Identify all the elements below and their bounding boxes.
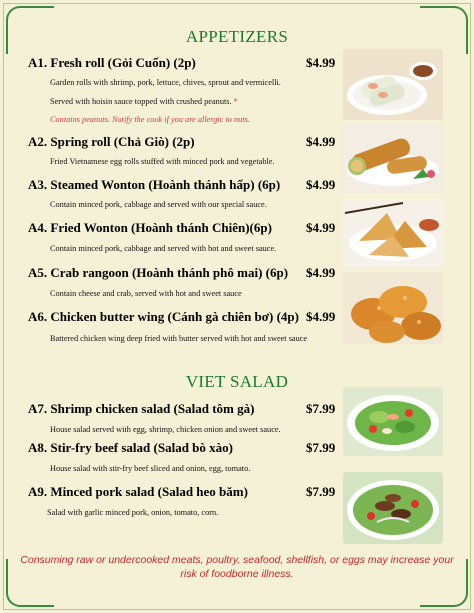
menu-item-name: A8. Stir-fry beef salad (Salad bò xào) (28, 440, 233, 455)
menu-item-price: $7.99 (306, 440, 336, 455)
asterisk-mark: * (233, 97, 238, 106)
menu-item-name: A1. Fresh roll (Gỏi Cuốn) (2p) (28, 55, 196, 70)
menu-item-name: A5. Crab rangoon (Hoành thánh phô mai) (6p) (28, 265, 289, 280)
menu-item-price: $7.99 (306, 401, 336, 416)
appetizers-heading: APPETIZERS (185, 27, 289, 46)
menu-item-description: Battered chicken wing deep fried with butter served with hot and sweet sauce (50, 334, 308, 343)
food-safety-warning (20, 553, 454, 581)
wonton-photo (343, 199, 443, 267)
menu-item-name: A9. Minced pork salad (Salad heo băm) (28, 484, 248, 499)
menu-item-price: $4.99 (306, 265, 336, 280)
menu-item-description: Garden rolls with shrimp, pork, lettuce, chives, sprout and vermicelli. (50, 78, 281, 87)
chicken-wing-photo (343, 272, 443, 344)
shrimp-salad-photo (343, 387, 443, 456)
menu-item-price: $7.99 (306, 484, 336, 499)
menu-item-name: A6. Chicken butter wing (Cánh gà chiên bơ) (4p) (28, 309, 299, 324)
footer-line: Consuming raw or undercooked meats, poultry, seafood, shellfish, or eggs may increase your (20, 554, 454, 566)
menu-item-description: Contain minced pork, cabbage and served with our special sauce. (50, 200, 267, 209)
menu-item-price: $4.99 (306, 55, 336, 70)
menu-item-price: $4.99 (306, 309, 336, 324)
menu-item-description (50, 97, 238, 106)
menu-item-description: Salad with garlic minced pork, onion, tomato, corn. (47, 508, 219, 517)
menu-item-name: A7. Shrimp chicken salad (Salad tôm gà) (28, 401, 255, 416)
menu-item-description: Contain cheese and crab, served with hot and sweet sauce (50, 289, 242, 298)
allergy-warning: Contains peanuts. Notify the cook if you are allergic to nuts. (50, 115, 250, 124)
menu-item-description: Contain minced pork, cabbage and served with hot and sweet sauce. (50, 244, 277, 253)
beef-salad-photo (343, 472, 443, 544)
menu-item-price: $4.99 (306, 134, 336, 149)
menu-item-price: $4.99 (306, 177, 336, 192)
menu-item-price: $4.99 (306, 220, 336, 235)
description-text: Served with hoisin sauce topped with crushed peanuts. (50, 97, 232, 106)
menu-item-description: House salad with stir-fry beef sliced and onion, egg, tomato. (50, 464, 251, 473)
spring-roll-photo (343, 124, 443, 194)
menu-item-name: A3. Steamed Wonton (Hoành thánh hấp) (6p) (28, 177, 281, 192)
menu-item-name: A4. Fried Wonton (Hoành thánh Chiên)(6p) (28, 220, 272, 235)
footer-line: risk of foodborne illness. (180, 568, 294, 580)
menu-item-description: House salad served with egg, shrimp, chicken onion and sweet sauce. (50, 425, 281, 434)
fresh-roll-photo (343, 49, 443, 120)
viet-salad-heading: VIET SALAD (185, 372, 289, 391)
menu-item-description: Fried Vietnamese egg rolls stuffed with minced pork and vegetable. (50, 157, 275, 166)
menu-item-name: A2. Spring roll (Chả Giò) (2p) (28, 134, 195, 149)
